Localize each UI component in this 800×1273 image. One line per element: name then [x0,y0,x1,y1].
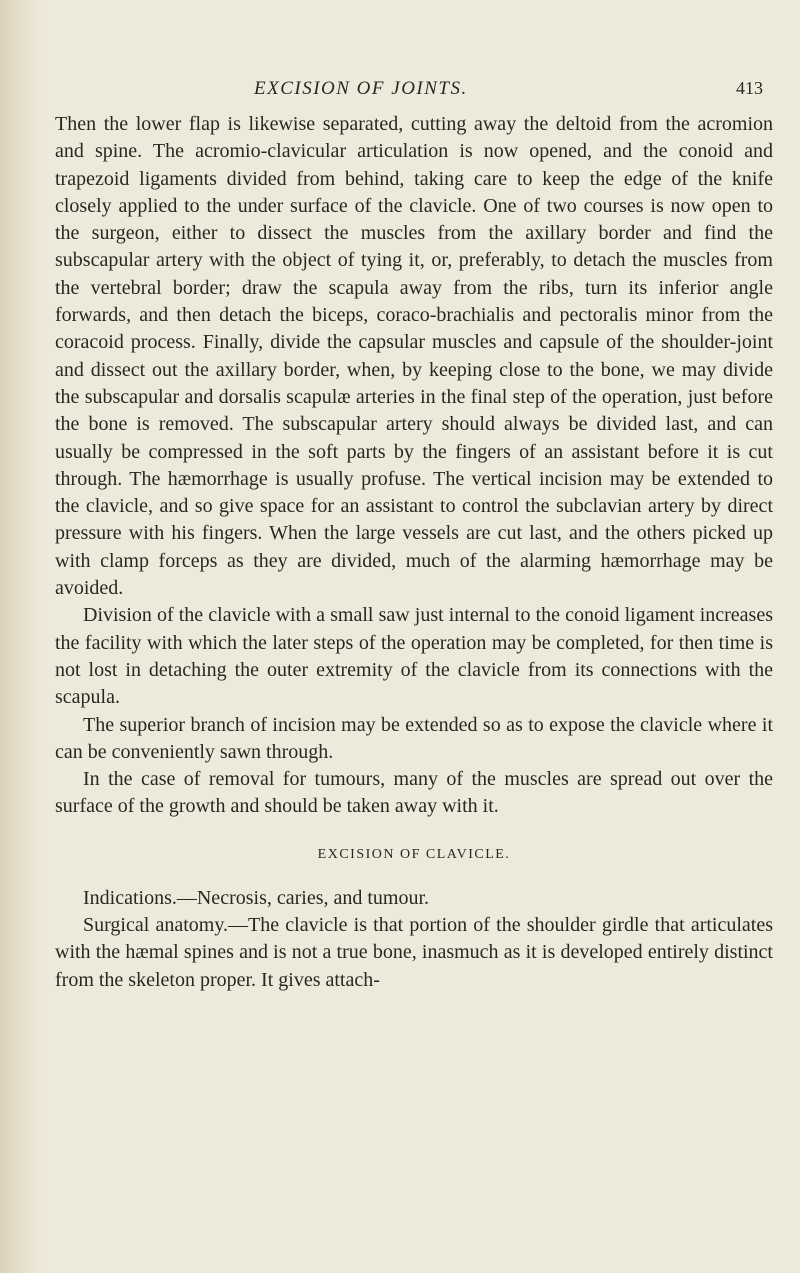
page-number: 413 [736,78,763,98]
body-text [55,111,773,994]
paragraph: Surgical anatomy.—The clavicle is that portion of the shoulder girdle that articulates with the hæmal spines and is not a true bone, inasmuch as it is developed entirely distinct from the skeleton proper. It gives attach- [55,914,773,991]
paragraph: Division of the clavicle with a small saw just internal to the conoid ligament increases the facility with which the later steps of the operation may be completed, for then time is not lost in detaching the outer extremity of the clavicle from its connections with the scapula. [55,604,773,709]
section-heading: EXCISION OF CLAVICLE. [317,846,511,862]
running-head [0,78,800,102]
paragraph: Then the lower flap is likewise separated, cutting away the deltoid from the acromion and spine. The acromio-clavicular articulation is now opened, and the conoid and trapezoid ligaments divided from behind, taking care to keep the edge of the knife closely applied to the under surface of the clavicle. One of two courses is now open to the surgeon, either to dissect the muscles from the axillary border and find the subscapular artery with the object of tying it, or, preferably, to detach the muscles from the vertebral border; draw the scapula away from the ribs, turn its inferior angle forwards, and then detach the biceps, coraco-brachialis and pectoralis minor from the coracoid process. Finally, divide the capsular muscles and capsule of the shoulder-joint and dissect out the axillary border, when, by keeping close to the bone, we may divide the subscapular and dorsalis scapulæ arteries in the final step of the operation, just before the bone is removed. The subscapular artery should always be divided last, and can usually be compressed in the soft parts by the fingers of an assistant before it is cut through. The hæmorrhage is usually profuse. The vertical incision may be extended to the clavicle, and so give space for an assistant to control the subclavian artery by direct pressure with his fingers. When the large vessels are cut last, and the others picked up with clamp forceps as they are divided, much of the alarming hæmorrhage may be avoided. [55,113,773,600]
paragraph: The superior branch of incision may be extended so as to expose the clavicle where it can be conveniently sawn through. [55,713,773,763]
running-title: EXCISION OF JOINTS. [254,78,468,99]
paragraph: In the case of removal for tumours, many of the muscles are spread out over the surface of the growth and should be taken away with it. [55,768,773,818]
paragraph: Indications.—Necrosis, caries, and tumour. [83,886,430,909]
